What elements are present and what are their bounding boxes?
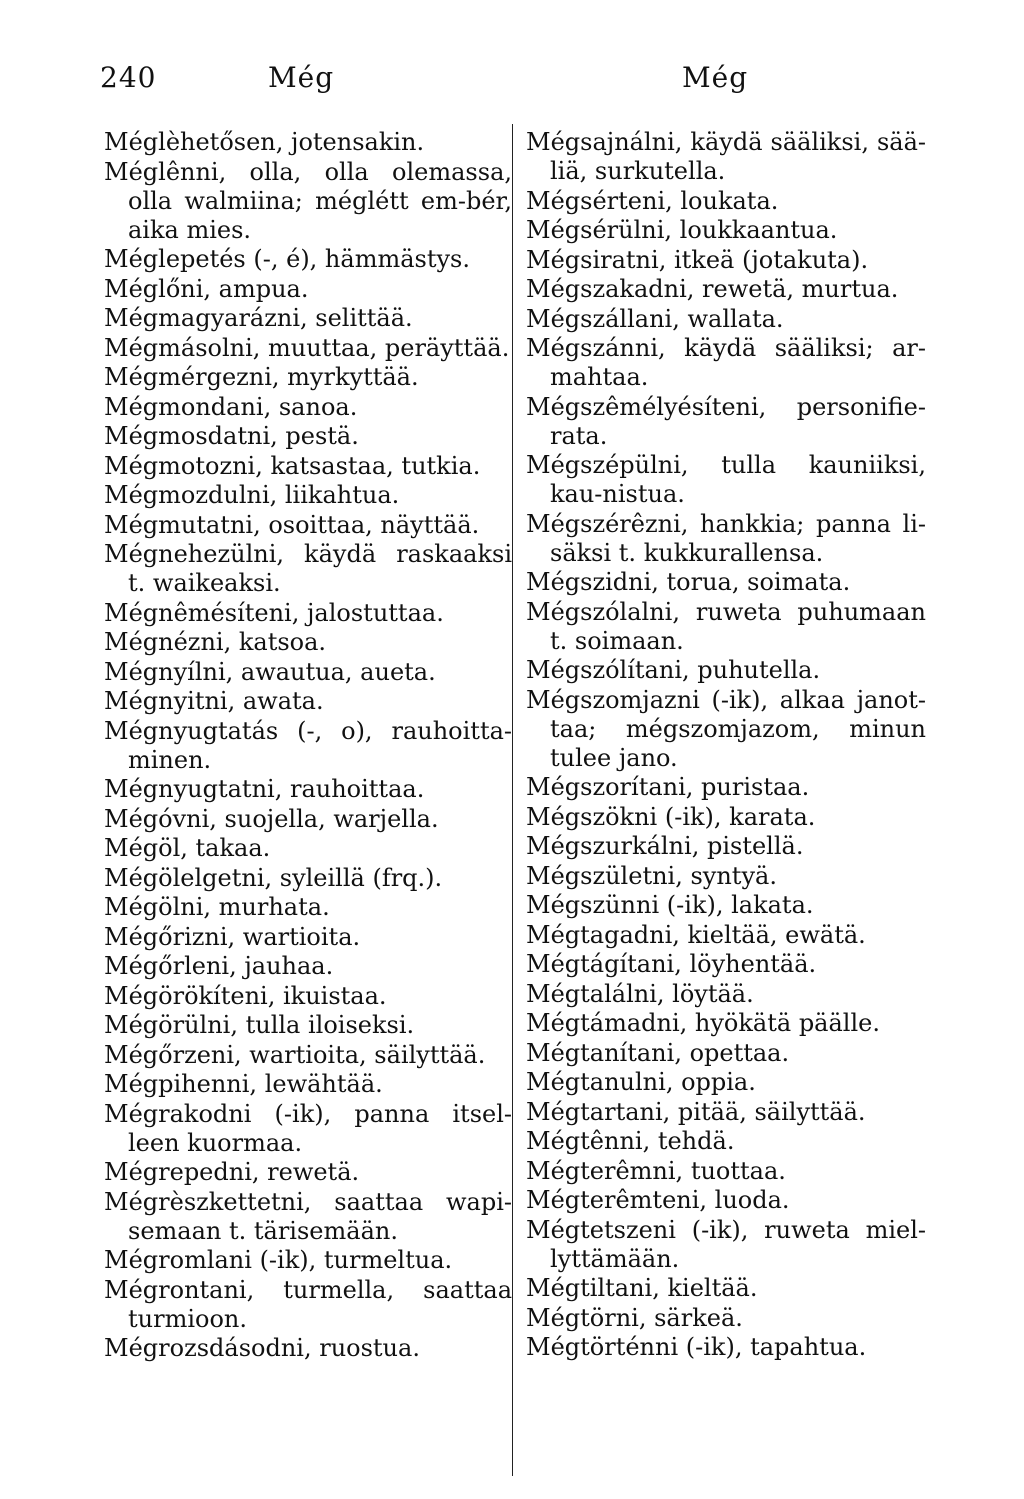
dictionary-entry: Mégnêmésíteni, jalostuttaa.	[104, 598, 444, 627]
dictionary-entry: Mégszidni, torua, soimata.	[526, 568, 851, 596]
dictionary-entry: Mégromlani (-ik), turmeltua.	[104, 1246, 453, 1274]
dictionary-entry: Mégrèszkettetni, saattaa wapi-semaan t. tärisemään.	[104, 1187, 512, 1245]
dictionary-entry: Mégtanulni, oppia.	[526, 1068, 756, 1096]
dictionary-entry: Mégnyugtatni, rauhoittaa.	[104, 775, 425, 803]
dictionary-entry: Mégölelgetni, syleillä (frq.).	[104, 863, 443, 892]
dictionary-entry: Mégszólítani, puhutella.	[526, 656, 821, 684]
dictionary-entry: Mégnehezülni, käydä raskaaksi t. waikeaksi.	[104, 540, 512, 597]
dictionary-entry: Mégmagyarázni, selittää.	[104, 304, 413, 332]
dictionary-entry: Mégszünni (-ik), lakata.	[526, 891, 814, 919]
dictionary-entry: Mégölni, murhata.	[104, 893, 330, 921]
dictionary-entry: Mégmotozni, katsastaa, tutkia.	[104, 451, 481, 480]
dictionary-entry: Mégtörni, särkeä.	[526, 1303, 743, 1332]
dictionary-entry: Mégsérteni, loukata.	[526, 186, 779, 215]
dictionary-entry: Mégrozsdásodni, ruostua.	[104, 1334, 420, 1362]
dictionary-entry: Mégsiratni, itkeä (jotakuta).	[526, 245, 869, 274]
dictionary-entry: Mégörökíteni, ikuistaa.	[104, 981, 387, 1010]
dictionary-entry: Mégnyugtatás (-, o), rauhoitta-minen.	[104, 716, 512, 774]
dictionary-entry: Méglőni, ampua.	[104, 274, 309, 303]
dictionary-entry: Mégrakodni (-ik), panna itsel-leen kuormaa.	[104, 1099, 512, 1157]
dictionary-entry: Mégterêmteni, luoda.	[526, 1186, 790, 1214]
guide-word-left: Még	[268, 61, 335, 94]
dictionary-entry: Mégszêmélyésíteni, personifie-rata.	[526, 392, 926, 450]
dictionary-entry: Mégtênni, tehdä.	[526, 1127, 735, 1155]
dictionary-entry: Mégtalálni, löytää.	[526, 979, 754, 1008]
dictionary-entry: Mégszállani, wallata.	[526, 304, 784, 333]
dictionary-entry: Mégszakadni, rewetä, murtua.	[526, 275, 899, 303]
dictionary-entry: Mégnyitni, awata.	[104, 687, 324, 715]
guide-word-right: Még	[682, 61, 749, 94]
dictionary-entry: Méglepetés (-, é), hämmästys.	[104, 245, 470, 273]
dictionary-entry: Mégörülni, tulla iloiseksi.	[104, 1011, 415, 1039]
dictionary-entry: Mégóvni, suojella, warjella.	[104, 804, 439, 833]
dictionary-entry: Mégszorítani, puristaa.	[526, 773, 810, 801]
dictionary-entry: Mégtetszeni (-ik), ruweta miel-lyttämään.	[526, 1215, 926, 1273]
column-divider	[512, 124, 513, 1476]
dictionary-entry: Mégőrzeni, wartioita, säilyttää.	[104, 1040, 486, 1069]
dictionary-entry: Mégtagadni, kieltää, ewätä.	[526, 920, 866, 949]
dictionary-entry: Méglèhetősen, jotensakin.	[104, 128, 425, 156]
right-column	[526, 128, 926, 1363]
dictionary-entry: Mégrepedni, rewetä.	[104, 1158, 360, 1186]
dictionary-entry: Mégszérêzni, hankkia; panna li-säksi t. kukkurallensa.	[526, 509, 926, 567]
dictionary-entry: Mégnézni, katsoa.	[104, 628, 327, 656]
dictionary-entry: Mégrontani, turmella, saattaa turmioon.	[104, 1275, 512, 1333]
dictionary-entry: Mégszépülni, tulla kauniiksi, kau-nistua.	[526, 451, 926, 508]
dictionary-entry: Mégtörténni (-ik), tapahtua.	[526, 1333, 867, 1361]
dictionary-entry: Mégtámadni, hyökätä päälle.	[526, 1009, 880, 1037]
dictionary-entry: Mégmozdulni, liikahtua.	[104, 481, 400, 509]
dictionary-entry: Mégtiltani, kieltää.	[526, 1274, 758, 1302]
dictionary-entry: Mégterêmni, tuottaa.	[526, 1156, 786, 1185]
page-number: 240	[100, 61, 157, 94]
dictionary-entry: Mégmondani, sanoa.	[104, 392, 358, 421]
dictionary-entry: Mégtágítani, löyhentää.	[526, 950, 817, 978]
dictionary-entry: Mégöl, takaa.	[104, 834, 271, 862]
dictionary-entry: Mégmosdatni, pestä.	[104, 422, 359, 450]
dictionary-entry: Mégtanítani, opettaa.	[526, 1038, 790, 1067]
dictionary-entry: Mégtartani, pitää, säilyttää.	[526, 1097, 866, 1126]
dictionary-entry: Mégszurkálni, pistellä.	[526, 832, 804, 860]
dictionary-entry: Mégőrleni, jauhaa.	[104, 952, 334, 980]
dictionary-entry: Mégsajnálni, käydä sääliksi, sää-liä, surkutella.	[526, 128, 926, 185]
dictionary-entry: Mégőrizni, wartioita.	[104, 922, 361, 951]
dictionary-entry: Mégszületni, syntyä.	[526, 861, 777, 890]
dictionary-entry: Mégmérgezni, myrkyttää.	[104, 363, 419, 391]
dictionary-entry: Mégsérülni, loukkaantua.	[526, 216, 838, 244]
page-header	[100, 58, 916, 98]
left-column	[104, 128, 512, 1364]
dictionary-entry: Méglênni, olla, olla olemassa, olla walmiina; méglétt em-bér, aika mies.	[104, 157, 512, 244]
dictionary-entry: Mégmutatni, osoittaa, näyttää.	[104, 510, 480, 539]
dictionary-entry: Mégnyílni, awautua, aueta.	[104, 657, 436, 686]
dictionary-entry: Mégpihenni, lewähtää.	[104, 1070, 383, 1098]
dictionary-entry: Mégmásolni, muuttaa, peräyttää.	[104, 333, 510, 362]
dictionary-entry: Mégszánni, käydä sääliksi; ar-mahtaa.	[526, 334, 926, 391]
dictionary-entry: Mégszökni (-ik), karata.	[526, 802, 816, 831]
dictionary-entry: Mégszomjazni (-ik), alkaa janot-taa; mégszomjazom, minun tulee jano.	[526, 685, 926, 772]
dictionary-entry: Mégszólalni, ruweta puhumaan t. soimaan.	[526, 597, 926, 655]
